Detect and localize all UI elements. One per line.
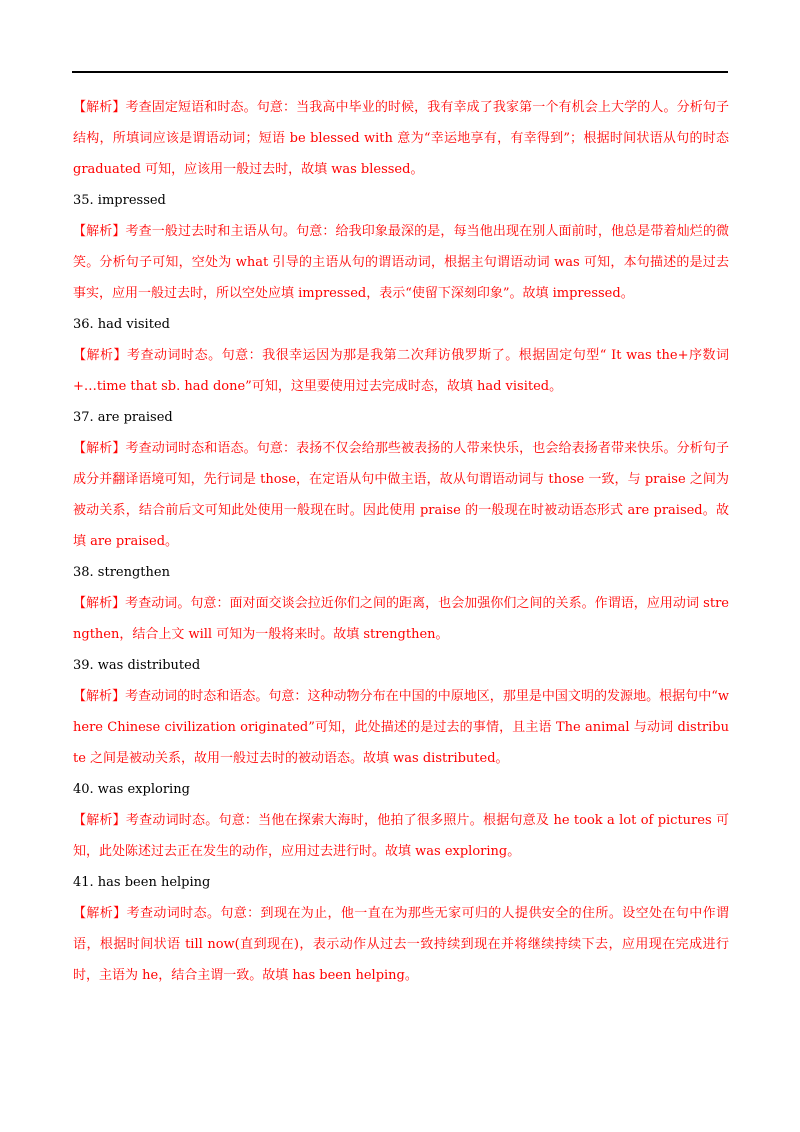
analysis-text: 考查动词时态。句意：当他在探索大海时，他拍了很多照片。根据句意及 he took a lot of pictures 可知，此处陈述过去正在发生的动作，应用过去进行时。故填 was exploring。 xyxy=(73,813,729,859)
analysis-tag: 【解析】 xyxy=(73,441,126,456)
analysis-paragraph xyxy=(73,588,729,650)
answer-key-content xyxy=(73,92,729,991)
analysis-tag: 【解析】 xyxy=(73,906,127,921)
analysis-paragraph xyxy=(73,340,729,402)
analysis-tag: 【解析】 xyxy=(73,224,126,239)
analysis-text: 考查一般过去时和主语从句。句意：给我印象最深的是，每当他出现在别人面前时，他总是带着灿烂的微笑。分析句子可知，空处为 what 引导的主语从句的谓语动词，根据主句谓语动词 was 可知，本句描述的是过去事实，应用一般过去时，所以空处应填 impressed，表示“使留下深刻印象”。故填 impressed。 xyxy=(73,224,729,301)
analysis-text: 考查动词的时态和语态。句意：这种动物分布在中国的中原地区，那里是中国文明的发源地。根据句中“where Chinese civilization originated”可知，此处描述的是过去的事情，且主语 The animal 与动词 distribute 之间是被动关系，故用一般过去时的被动语态。故填 was distributed。 xyxy=(73,689,729,766)
answer-line: 38. strengthen xyxy=(73,565,170,580)
analysis-tag: 【解析】 xyxy=(73,813,126,828)
analysis-text: 考查动词。句意：面对面交谈会拉近你们之间的距离，也会加强你们之间的关系。作谓语，应用动词 strengthen，结合上文 will 可知为一般将来时。故填 strengthen。 xyxy=(73,596,729,642)
analysis-tag: 【解析】 xyxy=(73,100,126,115)
analysis-paragraph xyxy=(73,805,729,867)
answer-line: 36. had visited xyxy=(73,317,170,332)
analysis-tag: 【解析】 xyxy=(73,596,126,611)
analysis-tag: 【解析】 xyxy=(73,348,128,363)
header-rule xyxy=(72,71,728,73)
analysis-text: 考查动词时态。句意：到现在为止，他一直在为那些无家可归的人提供安全的住所。设空处在句中作谓语，根据时间状语 till now(直到现在)，表示动作从过去一致持续到现在并将继续持续下去，应用现在完成进行时，主语为 he，结合主谓一致。故填 has been helping。 xyxy=(73,906,729,983)
analysis-paragraph xyxy=(73,681,729,774)
analysis-paragraph xyxy=(73,898,729,991)
analysis-paragraph xyxy=(73,216,729,309)
answer-line: 39. was distributed xyxy=(73,658,201,673)
analysis-paragraph xyxy=(73,433,729,557)
analysis-text: 考查动词时态。句意：我很幸运因为那是我第二次拜访俄罗斯了。根据固定句型“ It was the+序数词+…time that sb. had done”可知，这里要使用过去完成时态，故填 had visited。 xyxy=(73,348,729,394)
answer-line: 40. was exploring xyxy=(73,782,190,797)
analysis-text: 考查固定短语和时态。句意：当我高中毕业的时候，我有幸成了我家第一个有机会上大学的人。分析句子结构，所填词应该是谓语动词；短语 be blessed with 意为“幸运地享有，有幸得到”；根据时间状语从句的时态 graduated 可知，应该用一般过去时，故填 was blessed。 xyxy=(73,100,729,177)
analysis-paragraph xyxy=(73,92,729,185)
answer-line: 41. has been helping xyxy=(73,875,211,890)
analysis-tag: 【解析】 xyxy=(73,689,126,704)
answer-line: 35. impressed xyxy=(73,193,166,208)
answer-line: 37. are praised xyxy=(73,410,173,425)
analysis-text: 考查动词时态和语态。句意：表扬不仅会给那些被表扬的人带来快乐，也会给表扬者带来快乐。分析句子成分并翻译语境可知，先行词是 those，在定语从句中做主语，故从句谓语动词与 those 一致，与 praise 之间为被动关系，结合前后文可知此处使用一般现在时。因此使用 praise 的一般现在时被动语态形式 are praised。故填 are praised。 xyxy=(73,441,729,549)
